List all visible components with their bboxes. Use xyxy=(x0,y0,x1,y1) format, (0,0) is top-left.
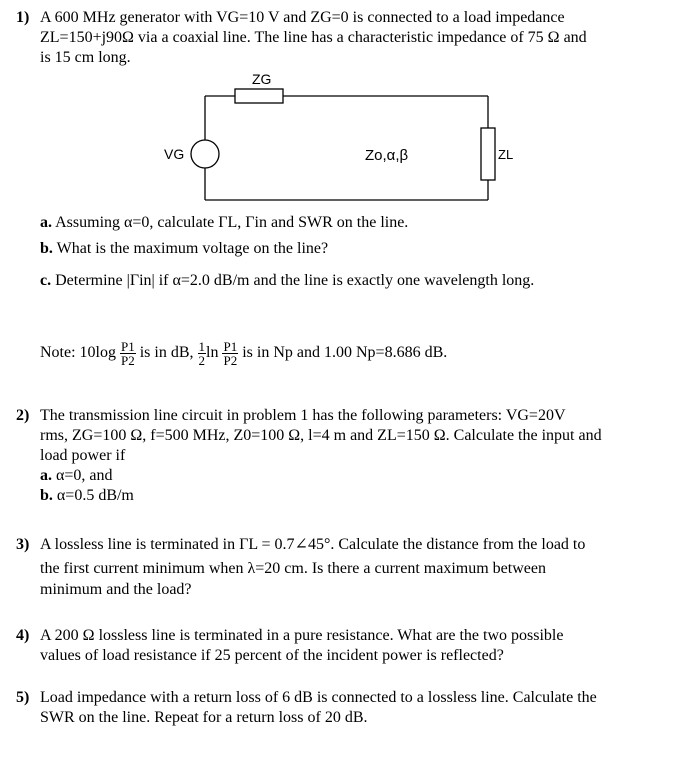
problem-number: 1) xyxy=(16,9,30,26)
problem-number: 4) xyxy=(16,627,30,644)
fraction: $\frac{1}{2}$ xyxy=(198,339,206,368)
note: Note: 10log $\frac{P1}{P2}$ is in dB, $\frac{1}{2}$ ln $\frac{P1}{P2}$ is in Np and 1.00 Np=8.686 dB. xyxy=(40,339,448,368)
problem-3: 3) A lossless line is terminated in ΓL = 0.7∠45°. Calculate the distance from the load to the first current minimum when λ=20 cm. Is there a current maximum between minimum and the load? xyxy=(16,532,672,600)
problem-5: 5) Load impedance with a return loss of 6 dB is connected to a lossless line. Calculate the SWR on the line. Repeat for a return loss of 20 dB. xyxy=(16,689,597,726)
part-b: b. What is the maximum voltage on the line? xyxy=(40,240,329,257)
problem-2: 2) The transmission line circuit in problem 1 has the following parameters: VG=20V rms, ZG=100 Ω, f=500 MHz, Z0=100 Ω, l=4 m and ZL=150 Ω. Calculate the input and load power if a. α=0, and b. α=0.5 dB/m xyxy=(16,406,672,506)
part-b: b. α=0.5 dB/m xyxy=(40,487,134,504)
problem-4: 4) A 200 Ω lossless line is terminated in a pure resistance. What are the two possible values of load resistance if 25 percent of the incident power is reflected? xyxy=(16,627,564,664)
fraction: $\frac{P1}{P2}$ xyxy=(121,339,135,368)
zl-resistor xyxy=(481,128,495,180)
problem-number: 5) xyxy=(16,689,30,706)
problem-text: ZL=150+j90Ω via a coaxial line. The line has a characteristic impedance of 75 Ω and xyxy=(40,29,587,46)
problem-1-parts xyxy=(16,210,672,294)
problem-number: 3) xyxy=(16,536,30,553)
problem-number: 2) xyxy=(16,407,30,424)
part-a: a. Assuming α=0, calculate ΓL, Γin and SWR on the line. xyxy=(40,214,409,231)
problem-text: is 15 cm long. xyxy=(40,49,131,66)
problem-text: A 600 MHz generator with VG=10 V and ZG=0 is connected to a load impedance xyxy=(40,9,565,26)
part-a: a. α=0, and xyxy=(40,467,113,484)
zg-label: ZG xyxy=(252,71,272,87)
line-label: Zo,α,β xyxy=(365,147,409,164)
fraction: $\frac{P1}{P2}$ xyxy=(223,339,238,368)
circuit-diagram xyxy=(150,68,530,218)
vg-label: VG xyxy=(164,146,185,162)
problem-1 xyxy=(16,8,672,68)
zg-resistor xyxy=(235,89,283,103)
part-c: c. Determine |Γin| if α=2.0 dB/m and the line is exactly one wavelength long. xyxy=(40,272,535,289)
zl-label: ZL xyxy=(498,147,514,162)
vg-source xyxy=(191,140,219,168)
